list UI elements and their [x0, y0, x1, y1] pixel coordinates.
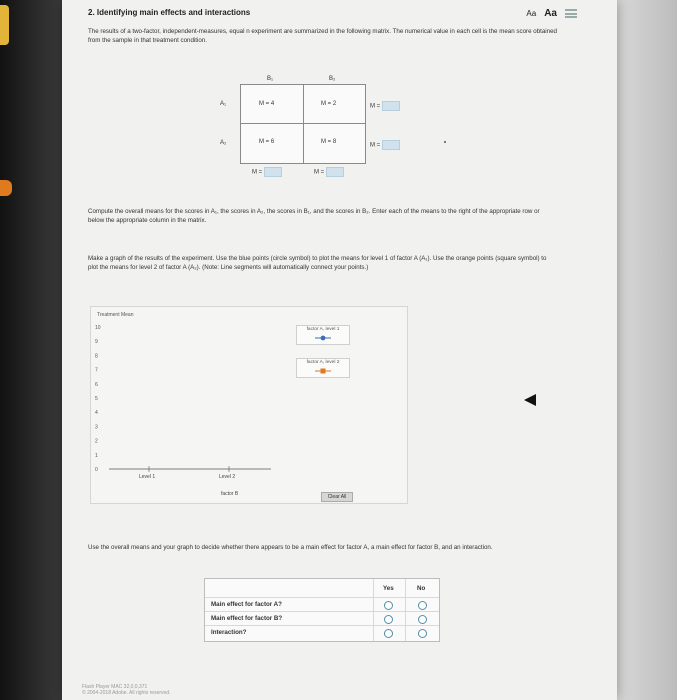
y-tick-label: 6 [95, 381, 98, 388]
cell-a2-b1: M = 6 [259, 139, 275, 145]
clear-all-button[interactable]: Clear All [321, 492, 353, 502]
col-mean-b2: M = [314, 167, 344, 177]
stray-dot [444, 141, 446, 143]
x-tick-label: Level 2 [219, 474, 236, 480]
answer-row-main-effect-b [205, 611, 439, 626]
row-mean-a1-input[interactable] [382, 101, 400, 111]
row-mean-a2-input[interactable] [382, 140, 400, 150]
y-axis-label: Treatment Mean [97, 312, 134, 318]
col-mean-b1-input[interactable] [264, 167, 282, 177]
no-column-header: No [417, 585, 426, 592]
backdrop-right [617, 0, 677, 700]
yes-radio-main-effect-a[interactable] [384, 601, 393, 610]
compute-instructions: Compute the overall means for the scores in A₁, the scores in A₂, the scores in B₁, and the scores in B₂. Enter each of the means to the right of the appropriate row or below the appropriate column in the matrix. [88, 208, 540, 224]
effects-answer-table [204, 578, 440, 642]
text-increase-button[interactable]: Aa [544, 8, 557, 19]
cell-a1-b2: M = 2 [321, 101, 337, 107]
flash-footer [82, 684, 170, 696]
plot-panel[interactable] [90, 306, 408, 504]
row-header-a2: A₂ [220, 140, 227, 146]
cell-a1-b1: M = 4 [259, 101, 275, 107]
x-tick-label: Level 1 [139, 474, 156, 480]
graph-instructions: Make a graph of the results of the experiment. Use the blue points (circle symbol) to plot the means for level 1 of factor A (A₁). Use the orange points (square symbol) to plot the means for level 2 of factor A (A₂). (Note: Line segments will automatically connect your points.) [88, 255, 547, 271]
matrix-grid [240, 84, 366, 164]
answer-row-interaction [205, 625, 439, 640]
y-tick-label: 8 [95, 353, 98, 360]
means-matrix [192, 66, 452, 186]
y-tick-label: 4 [95, 410, 98, 417]
y-tick-label: 0 [95, 467, 98, 473]
legend-label-level-2: factor A, level 2 [306, 360, 340, 365]
y-tick-label: 2 [95, 438, 98, 445]
cell-a2-b2: M = 8 [321, 139, 337, 145]
highlight-marker [0, 180, 12, 196]
effects-instructions: Use the overall means and your graph to decide whether there appears to be a main effect for factor A, a main effect for factor B, and an interaction. [88, 544, 493, 551]
y-tick-label: 10 [95, 325, 101, 331]
no-radio-main-effect-a[interactable] [418, 601, 427, 610]
question-title: 2. Identifying main effects and interactions [88, 8, 251, 17]
answer-label: Interaction? [211, 629, 247, 636]
footer-line-1: Flash Player MAC 32,0,0,371 [82, 684, 148, 690]
yes-radio-main-effect-b[interactable] [384, 615, 393, 624]
answer-label: Main effect for factor B? [211, 615, 283, 622]
circle-marker-icon [297, 334, 349, 342]
footer-line-2: © 2004-2018 Adobe. All rights reserved. [82, 690, 171, 696]
answer-label: Main effect for factor A? [211, 601, 282, 608]
no-radio-main-effect-b[interactable] [418, 615, 427, 624]
intro-text: The results of a two-factor, independent-measures, equal n experiment are summarized in the following matrix. The numerical value in each cell is the mean score obtained from the sample in that treatment condition. [88, 28, 558, 44]
col-mean-b1: M = [252, 167, 282, 177]
text-size-tools [526, 8, 577, 19]
x-axis-label: factor B [221, 491, 239, 497]
y-tick-label: 7 [95, 367, 98, 374]
answer-row-main-effect-a [205, 597, 439, 612]
menu-icon[interactable] [565, 9, 577, 18]
col-header-b1: B₁ [267, 76, 274, 82]
text-decrease-button[interactable]: Aa [526, 9, 537, 18]
plot-area[interactable] [91, 307, 407, 503]
legend-factor-a-level-1[interactable] [296, 325, 350, 345]
y-tick-label: 1 [95, 452, 98, 459]
row-mean-a1: M = [370, 101, 400, 111]
y-tick-label: 9 [95, 339, 98, 346]
mouse-cursor-icon [524, 394, 536, 406]
backdrop-left [0, 0, 62, 700]
col-mean-b2-input[interactable] [326, 167, 344, 177]
y-tick-label: 5 [95, 396, 98, 402]
y-tick-label: 3 [95, 424, 98, 431]
legend-label-level-1: factor A, level 1 [306, 327, 340, 332]
square-marker-icon [297, 367, 349, 375]
worksheet-page [62, 0, 617, 700]
yes-radio-interaction[interactable] [384, 629, 393, 638]
legend-factor-a-level-2[interactable] [296, 358, 350, 378]
no-radio-interaction[interactable] [418, 629, 427, 638]
row-header-a1: A₁ [220, 101, 227, 107]
yes-column-header: Yes [383, 585, 394, 592]
col-header-b2: B₂ [329, 76, 336, 82]
highlight-strip [0, 5, 9, 45]
row-mean-a2: M = [370, 140, 400, 150]
